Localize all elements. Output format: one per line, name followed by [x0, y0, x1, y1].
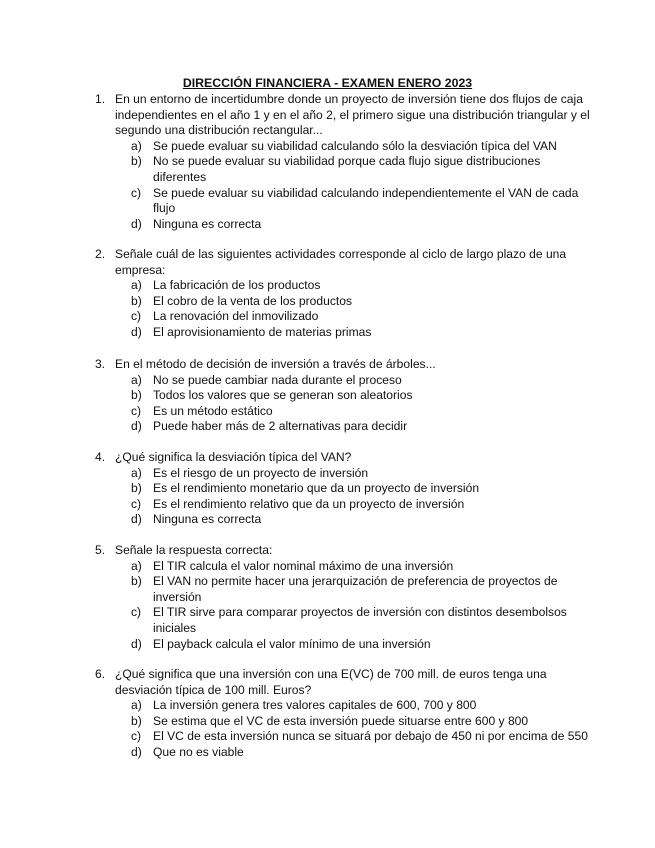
option-d: d) El aprovisionamiento de materias primas — [131, 324, 372, 339]
option-text: Se puede evaluar su viabilidad calculando sólo la desviación típica del VAN — [153, 138, 557, 153]
option-d: d) Ninguna es correcta — [131, 216, 262, 231]
question-3 — [95, 357, 595, 435]
option-b: b) Se estima que el VC de esta inversión puede situarse entre 600 y 800 — [131, 713, 529, 728]
option-text: Ninguna es correcta — [153, 512, 262, 527]
option-b: b) No se puede evaluar su viabilidad porque cada flujo sigue distribuciones diferentes — [131, 154, 541, 184]
option-text: El payback calcula el valor mínimo de una inversión — [153, 636, 431, 651]
question-number: 2. — [95, 247, 106, 261]
question-text: En el método de decisión de inversión a través de árboles... — [115, 357, 436, 371]
option-list — [131, 466, 595, 528]
question-1 — [95, 92, 595, 232]
option-text: No se puede cambiar nada durante el proceso — [153, 372, 402, 387]
option-list — [131, 698, 595, 760]
option-text: Se estima que el VC de esta inversión puede situarse entre 600 y 800 — [153, 713, 529, 728]
question-number: 1. — [95, 92, 106, 106]
option-a: a) Se puede evaluar su viabilidad calculando sólo la desviación típica del VAN — [131, 138, 557, 153]
page-title: DIRECCIÓN FINANCIERA - EXAMEN ENERO 2023 — [182, 76, 473, 90]
option-text: Es el rendimiento monetario que da un proyecto de inversión — [153, 481, 480, 496]
option-text: La inversión genera tres valores capitales de 600, 700 y 800 — [153, 698, 477, 713]
option-text: El TIR calcula el valor nominal máximo de una inversión — [153, 558, 454, 573]
option-text: La fabricación de los productos — [153, 278, 321, 293]
option-list — [131, 373, 595, 435]
question-text: En un entorno de incertidumbre donde un proyecto de inversión tiene dos flujos de caja independientes en el año 1 y en el año 2, el primero sigue una distribución triangular y el segundo una distribución rectangular... — [115, 92, 590, 138]
question-2 — [95, 247, 595, 341]
option-b: b) El VAN no permite hacer una jerarquización de preferencia de proyectos de inversión — [131, 574, 558, 604]
option-text: Puede haber más de 2 alternativas para decidir — [153, 419, 408, 434]
option-text: Que no es viable — [153, 744, 244, 759]
option-list — [131, 559, 595, 653]
question-5 — [95, 543, 595, 652]
question-6 — [95, 667, 595, 761]
option-list — [131, 278, 595, 340]
option-b: b) El cobro de la venta de los productos — [131, 293, 352, 308]
option-list — [131, 139, 595, 233]
question-text: Señale la respuesta correcta: — [115, 543, 273, 557]
option-text: El cobro de la venta de los productos — [153, 293, 352, 308]
option-text: No se puede evaluar su viabilidad porque cada flujo sigue distribuciones diferentes — [153, 154, 541, 184]
option-text: El aprovisionamiento de materias primas — [153, 324, 372, 339]
option-a: a) Es el riesgo de un proyecto de inversión — [131, 465, 369, 480]
option-d: d) El payback calcula el valor mínimo de una inversión — [131, 636, 431, 651]
option-d: d) Que no es viable — [131, 744, 244, 759]
option-b: b) Todos los valores que se generan son aleatorios — [131, 388, 413, 403]
option-c: c) Es el rendimiento relativo que da un proyecto de inversión — [131, 496, 465, 511]
option-text: Es un método estático — [153, 403, 273, 418]
option-d: d) Ninguna es correcta — [131, 512, 262, 527]
question-4 — [95, 450, 595, 528]
option-b: b) Es el rendimiento monetario que da un proyecto de inversión — [131, 481, 480, 496]
question-text: Señale cuál de las siguientes actividades corresponde al ciclo de largo plazo de una empresa: — [115, 247, 567, 277]
option-c: c) La renovación del inmovilizado — [131, 309, 319, 324]
option-c: c) El VC de esta inversión nunca se situará por debajo de 450 ni por encima de 550 — [131, 729, 588, 744]
option-text: La renovación del inmovilizado — [153, 309, 319, 324]
question-number: 3. — [95, 357, 106, 371]
question-number: 4. — [95, 450, 106, 464]
option-a: a) No se puede cambiar nada durante el proceso — [131, 372, 402, 387]
question-text: ¿Qué significa que una inversión con una E(VC) de 700 mill. de euros tenga una desviación típica de 100 mill. Euros? — [115, 667, 547, 697]
option-text: El TIR sirve para comparar proyectos de inversión con distintos desembolsos iniciales — [153, 605, 567, 635]
option-c: c) Se puede evaluar su viabilidad calculando independientemente el VAN de cada flujo — [131, 185, 579, 216]
option-a: a) El TIR calcula el valor nominal máximo de una inversión — [131, 558, 454, 573]
option-text: Se puede evaluar su viabilidad calculando independientemente el VAN de cada flujo — [153, 185, 579, 216]
option-d: d) Puede haber más de 2 alternativas para decidir — [131, 419, 408, 434]
option-text: Es el riesgo de un proyecto de inversión — [153, 465, 369, 480]
option-text: Ninguna es correcta — [153, 216, 262, 231]
option-c: c) Es un método estático — [131, 403, 273, 418]
question-number: 6. — [95, 667, 106, 681]
option-text: El VAN no permite hacer una jerarquización de preferencia de proyectos de inversión — [153, 574, 558, 604]
option-text: El VC de esta inversión nunca se situará por debajo de 450 ni por encima de 550 — [153, 729, 588, 744]
question-number: 5. — [95, 543, 106, 557]
option-text: Es el rendimiento relativo que da un proyecto de inversión — [153, 496, 465, 511]
option-a: a) La inversión genera tres valores capitales de 600, 700 y 800 — [131, 698, 477, 713]
question-text: ¿Qué significa la desviación típica del VAN? — [115, 450, 352, 464]
option-a: a) La fabricación de los productos — [131, 278, 321, 293]
option-c: c) El TIR sirve para comparar proyectos de inversión con distintos desembolsos iniciales — [131, 605, 567, 635]
option-text: Todos los valores que se generan son aleatorios — [153, 388, 413, 403]
